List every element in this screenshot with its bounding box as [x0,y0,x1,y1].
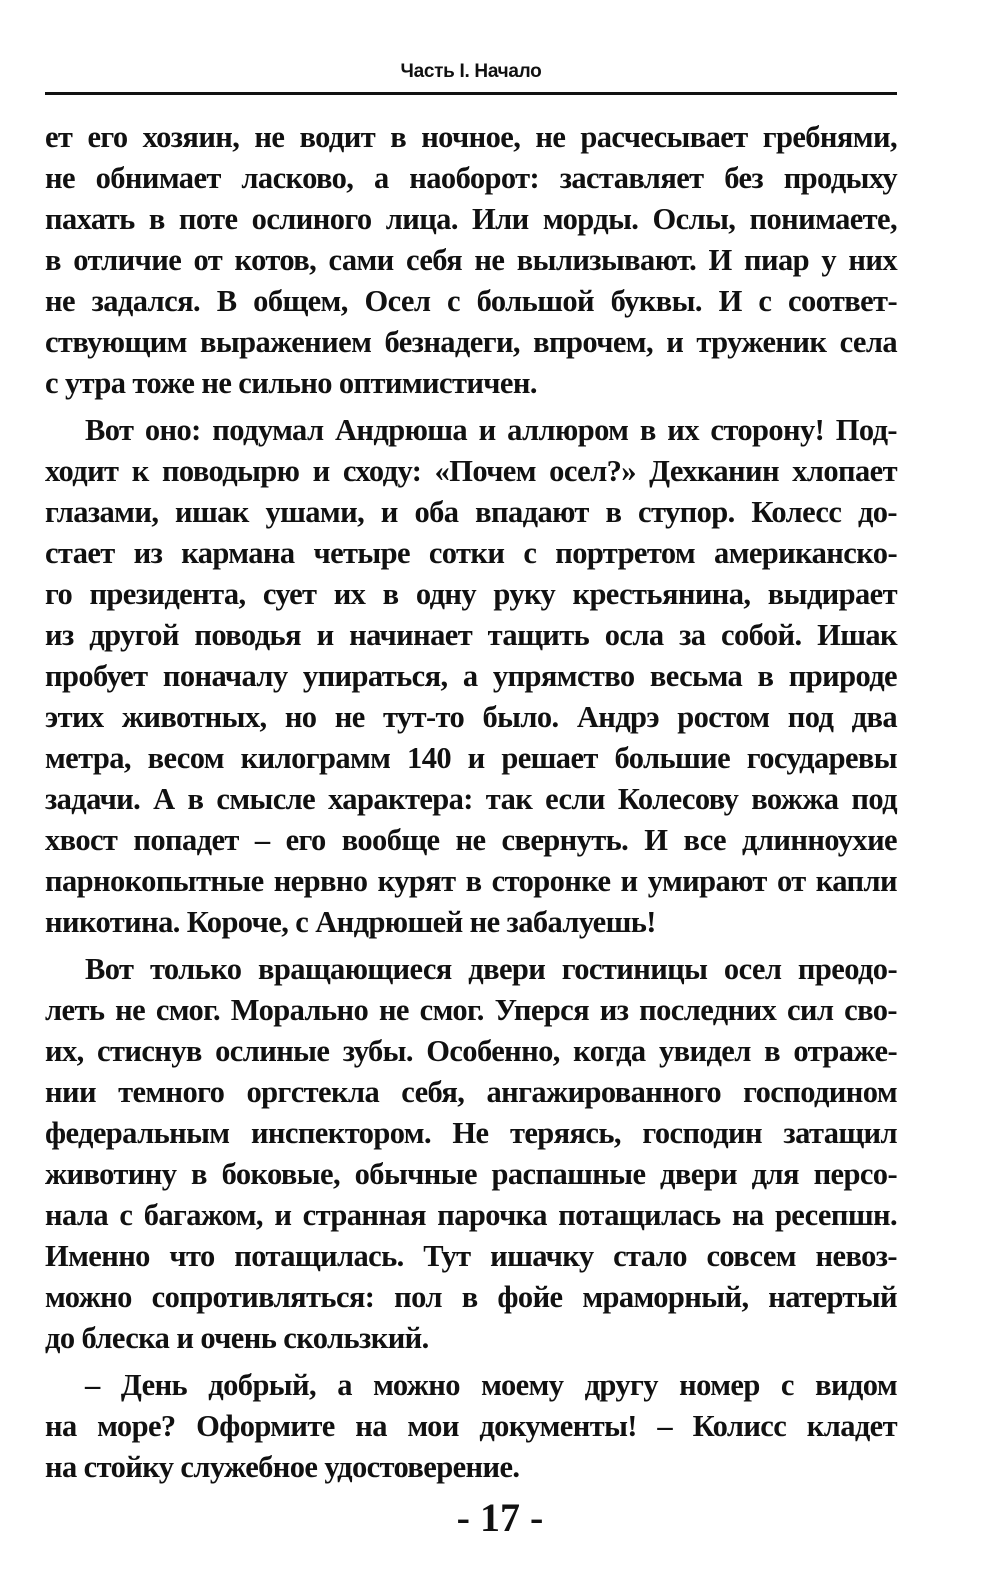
paragraph [45,1365,897,1488]
text-line: леть не смог. Морально не смог. Уперся из последних сил сво- [45,993,897,1027]
paragraph [45,117,897,404]
text-line: стает из кармана четыре сотки с портретом американско- [45,536,897,570]
running-head: Часть I. Начало [400,61,542,82]
text-line: ет его хозяин, не водит в ночное, не расчесывает гребнями, [45,120,897,154]
text-line: Вот оно: подумал Андрюша и аллюром в их сторону! Под- [85,413,897,447]
text-line: на стойку служебное удостоверение. [45,1450,520,1484]
text-line: федеральным инспектором. Не теряясь, господин затащил [45,1116,897,1150]
text-line: нала с багажом, и странная парочка потащилась на ресепшн. [45,1198,897,1232]
text-line: глазами, ишак ушами, и оба впадают в ступор. Колесс до- [45,495,897,529]
paragraph [45,949,897,1359]
page-number: - 17 - [456,1495,544,1540]
text-line: в отличие от котов, сами себя не вылизывают. И пиар у них [45,243,897,277]
text-line: задачи. А в смысле характера: так если Колесову вожжа под [45,782,897,816]
text-line: – День добрый, а можно моему другу номер с видом [85,1368,897,1402]
text-line: метра, весом килограмм 140 и решает большие государевы [45,741,897,775]
text-line: никотина. Короче, с Андрюшей не забалуешь! [45,905,656,939]
text-line: ствующим выражением безнадеги, впрочем, и труженик села [45,325,897,359]
text-line: не обнимает ласково, а наоборот: заставляет без продыху [45,161,897,195]
text-line: можно сопротивляться: пол в фойе мраморный, натертый [45,1280,897,1314]
paragraph [45,410,897,943]
text-line: до блеска и очень скользкий. [45,1321,429,1355]
text-line: с утра тоже не сильно оптимистичен. [45,366,537,400]
text-line: пробует поначалу упираться, а упрямство весьма в природе [45,659,897,693]
text-line: нии темного оргстекла себя, ангажированного господином [45,1075,897,1109]
text-line: не задался. В общем, Осел с большой буквы. И с соответ- [45,284,897,318]
text-line: этих животных, но не тут-то было. Андрэ ростом под два [45,700,897,734]
text-line: го президента, сует их в одну руку крестьянина, выдирает [45,577,897,611]
text-line: на море? Оформите на мои документы! – Колисс кладет [45,1409,897,1443]
text-line: Именно что потащилась. Тут ишачку стало совсем невоз- [45,1239,897,1273]
body-text [45,117,897,1488]
text-line: хвост попадет – его вообще не свернуть. И все длинноухие [45,823,897,857]
header-rule [45,92,897,95]
text-line: ходит к поводырю и сходу: «Почем осел?» Дехканин хлопает [45,454,897,488]
text-line: из другой поводья и начинает тащить осла за собой. Ишак [45,618,897,652]
text-line: Вот только вращающиеся двери гостиницы осел преодо- [85,952,897,986]
text-line: парнокопытные нервно курят в сторонке и умирают от капли [45,864,897,898]
text-line: животину в боковые, обычные распашные двери для персо- [45,1157,897,1191]
text-line: пахать в поте ослиного лица. Или морды. Ослы, понимаете, [45,202,897,236]
text-line: их, стиснув ослиные зубы. Особенно, когда увидел в отраже- [45,1034,897,1068]
